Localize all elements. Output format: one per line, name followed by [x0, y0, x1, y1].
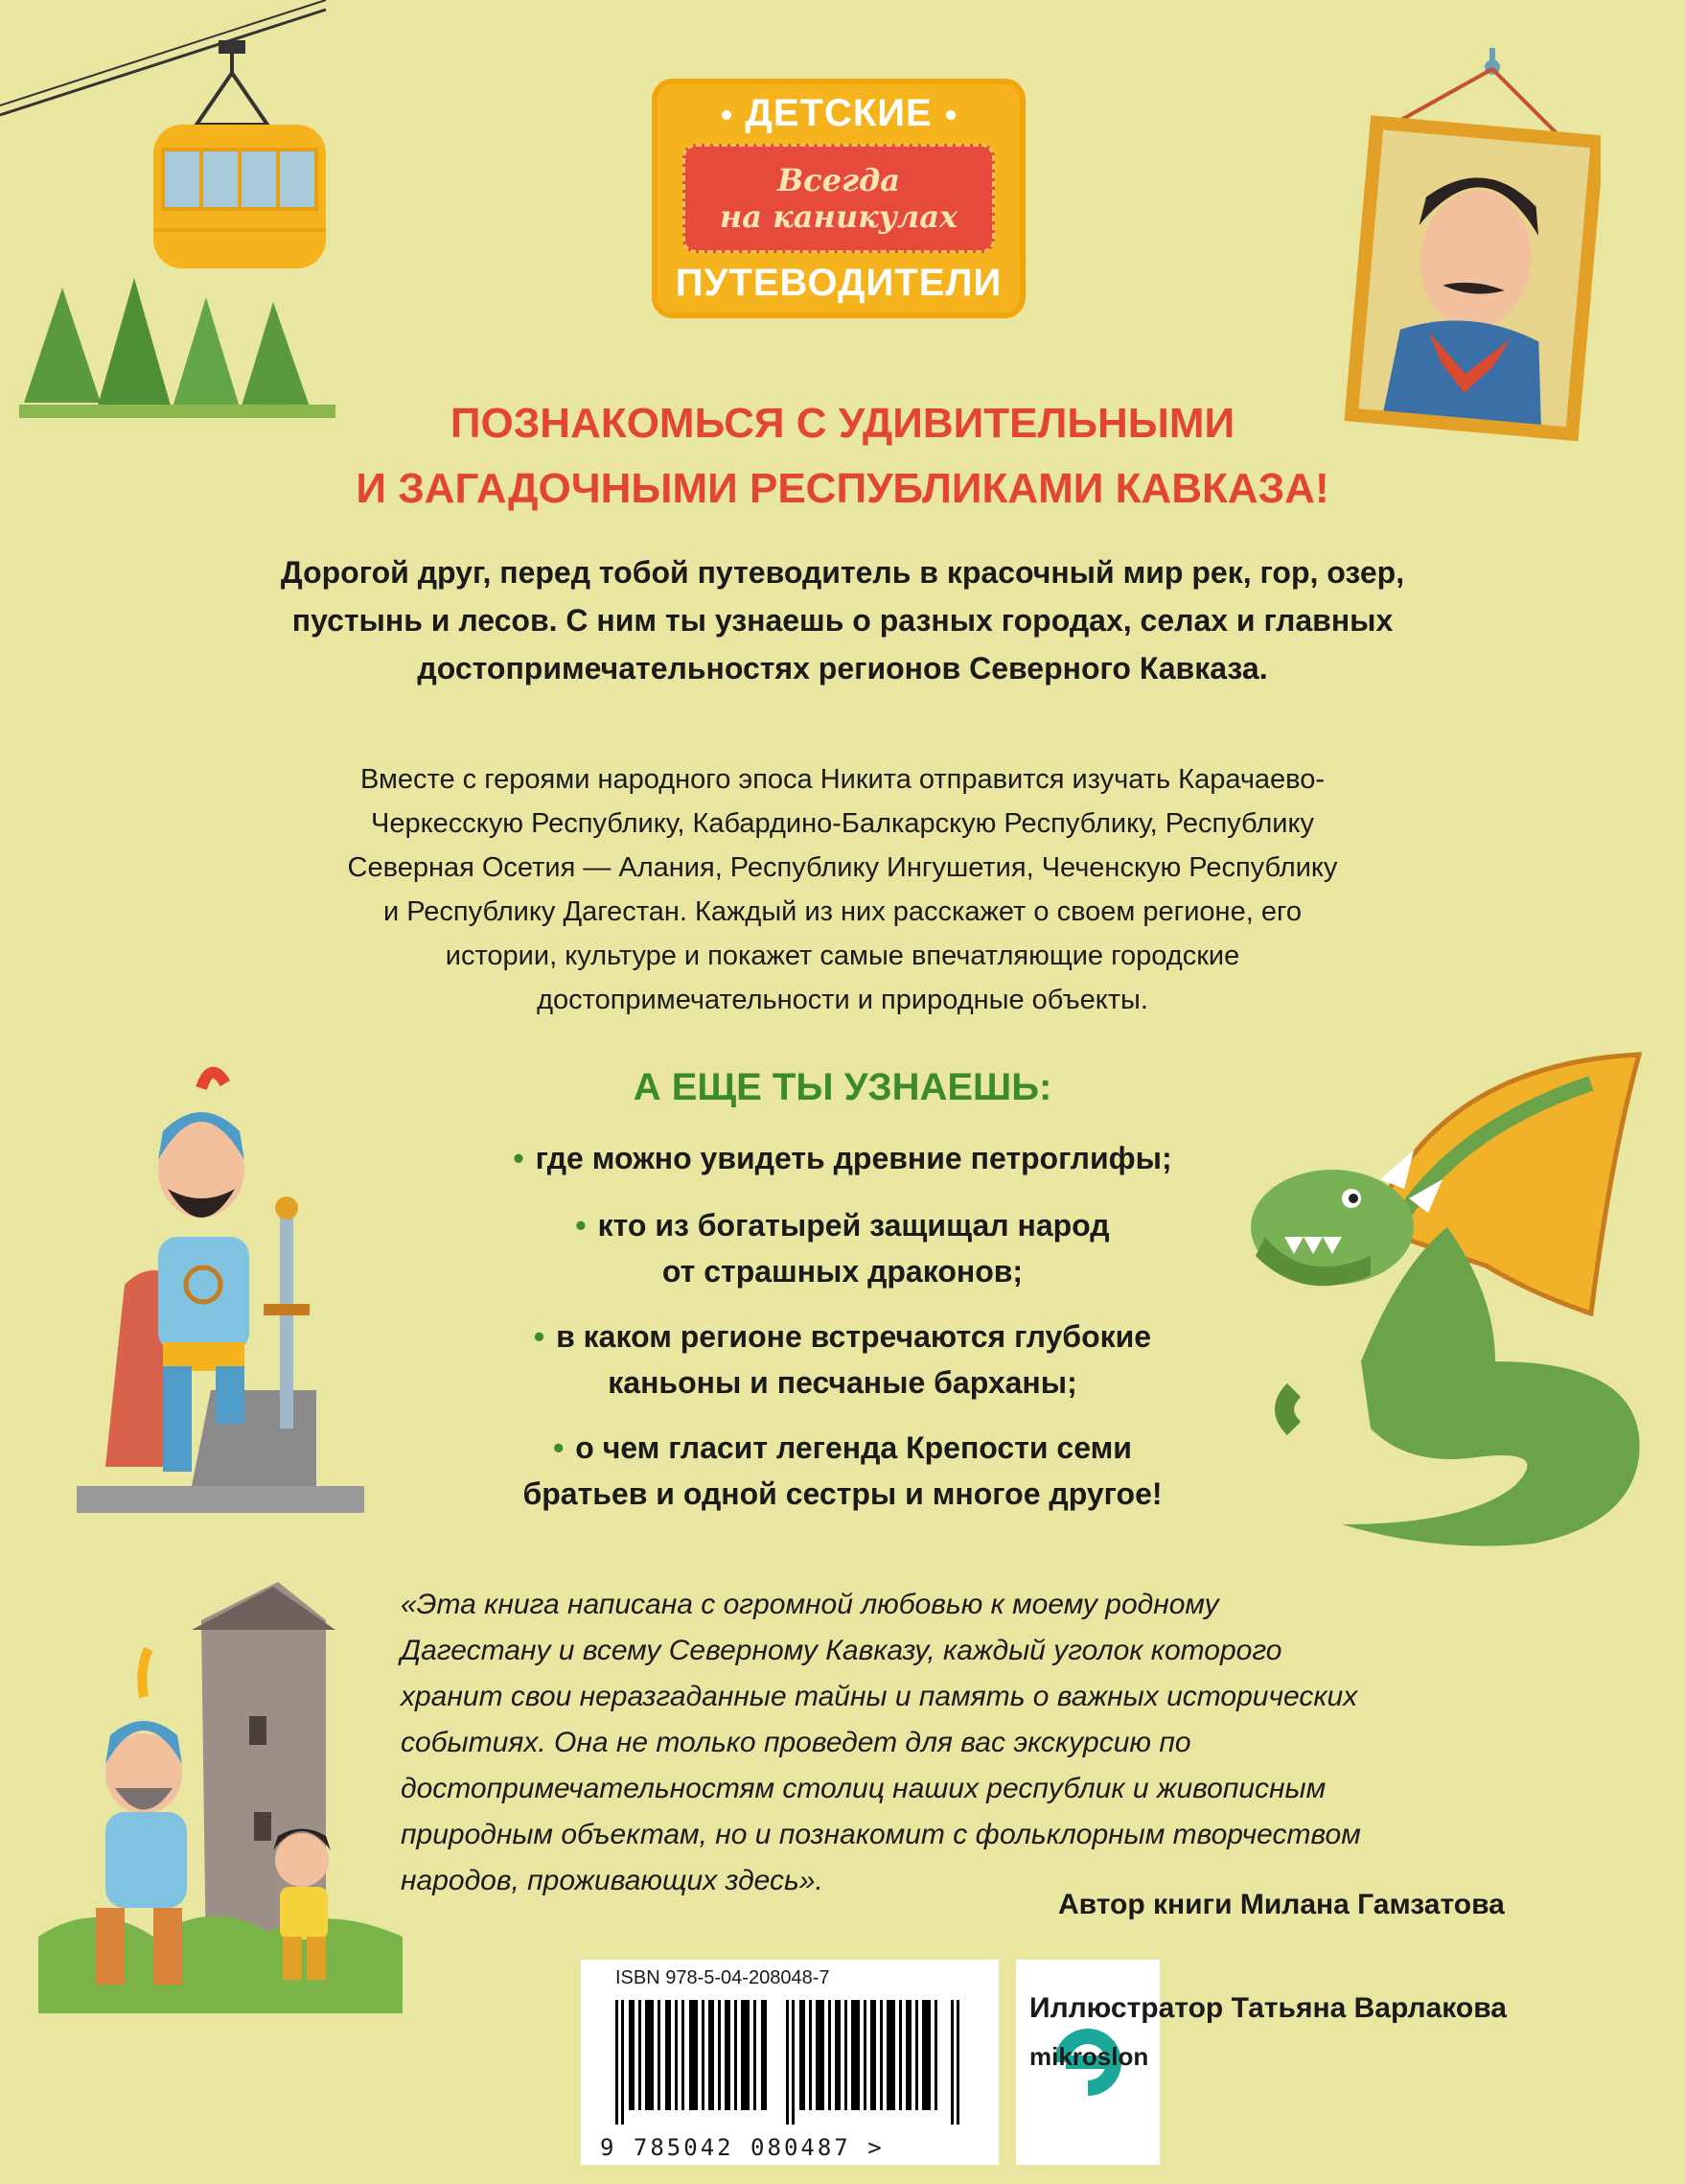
- isbn-barcode: [581, 1960, 999, 2165]
- tower-illustration: [38, 1582, 403, 2013]
- bullet-mark: •: [533, 1319, 545, 1354]
- series-badge: [652, 79, 1026, 318]
- bullet-item-3: • в каком регионе встречаются глубокие каньоны и песчаные барханы;: [533, 1319, 1152, 1400]
- isbn-label: ISBN 978-5-04-208048-7: [615, 1967, 830, 1988]
- illustration-studio: mikroslon: [1029, 2042, 1149, 2071]
- badge-top-label: ДЕТСКИЕ: [652, 92, 1026, 135]
- bullet-mark: •: [575, 1208, 587, 1243]
- learn-title: А ЕЩЕ ТЫ УЗНАЕШЬ:: [633, 1066, 1052, 1108]
- cable-car-illustration: [0, 0, 345, 288]
- author-credit: Автор книги Милана Гамзатова: [1058, 1889, 1505, 1920]
- badge-inner-label: Всегда на каникулах: [682, 144, 995, 253]
- badge-bottom-label: ПУТЕВОДИТЕЛИ: [675, 262, 1003, 304]
- barcode-bars: [615, 2000, 970, 2125]
- illustrator-credit: Иллюстратор Татьяна Варлакова: [1029, 1992, 1507, 2024]
- headline: ПОЗНАКОМЬСЯ С УДИВИТЕЛЬНЫМИ И ЗАГАДОЧНЫМИ РЕСПУБЛИКАМИ КАВКАЗА!: [356, 400, 1329, 512]
- bullet-item-2: • кто из богатырей защищал народ от страшных драконов;: [575, 1208, 1110, 1289]
- body-paragraph: Вместе с героями народного эпоса Никита отправится изучать Карачаево- Черкесскую Республику, Кабардино-Балкарскую Республику, Республику Северная Осетия — Алания, Республику Ингушетия, Чеченскую Республику и Республику Дагестан. Каждый из них расскажет о своем регионе, его истории, культуре и покажет самые впечатляющие городские достопримечательности и природные объекты.: [347, 764, 1338, 1015]
- portrait-illustration: [1337, 48, 1601, 441]
- dragon-illustration: [1246, 1045, 1658, 1563]
- bullet-mark: •: [513, 1141, 524, 1175]
- intro-paragraph: Дорогой друг, перед тобой путеводитель в красочный мир рек, гор, озер, пустынь и лесов. С ним ты узнаешь о разных городах, селах и главных достопримечательностях регионов Северного Кавказа.: [280, 555, 1405, 685]
- barcode-digits: 9 785042 080487 >: [600, 2134, 885, 2161]
- bullet-item-1: • где можно увидеть древние петроглифы;: [513, 1141, 1172, 1175]
- bullet-item-4: • о чем гласит легенда Крепости семи братьев и одной сестры и многое другое!: [522, 1430, 1163, 1511]
- bullet-mark: •: [553, 1430, 565, 1465]
- author-quote: «Эта книга написана с огромной любовью к моему родному Дагестану и всему Северному Кавказу, каждый уголок которого хранит свои неразгаданные тайны и память о важных исторических событиях. Она не только проведет для вас экскурсию по достопримечательностям столиц наших республик и живописным природным объектам, но и познакомит с фольклорным творчеством народов, проживающих здесь».: [401, 1589, 1361, 1896]
